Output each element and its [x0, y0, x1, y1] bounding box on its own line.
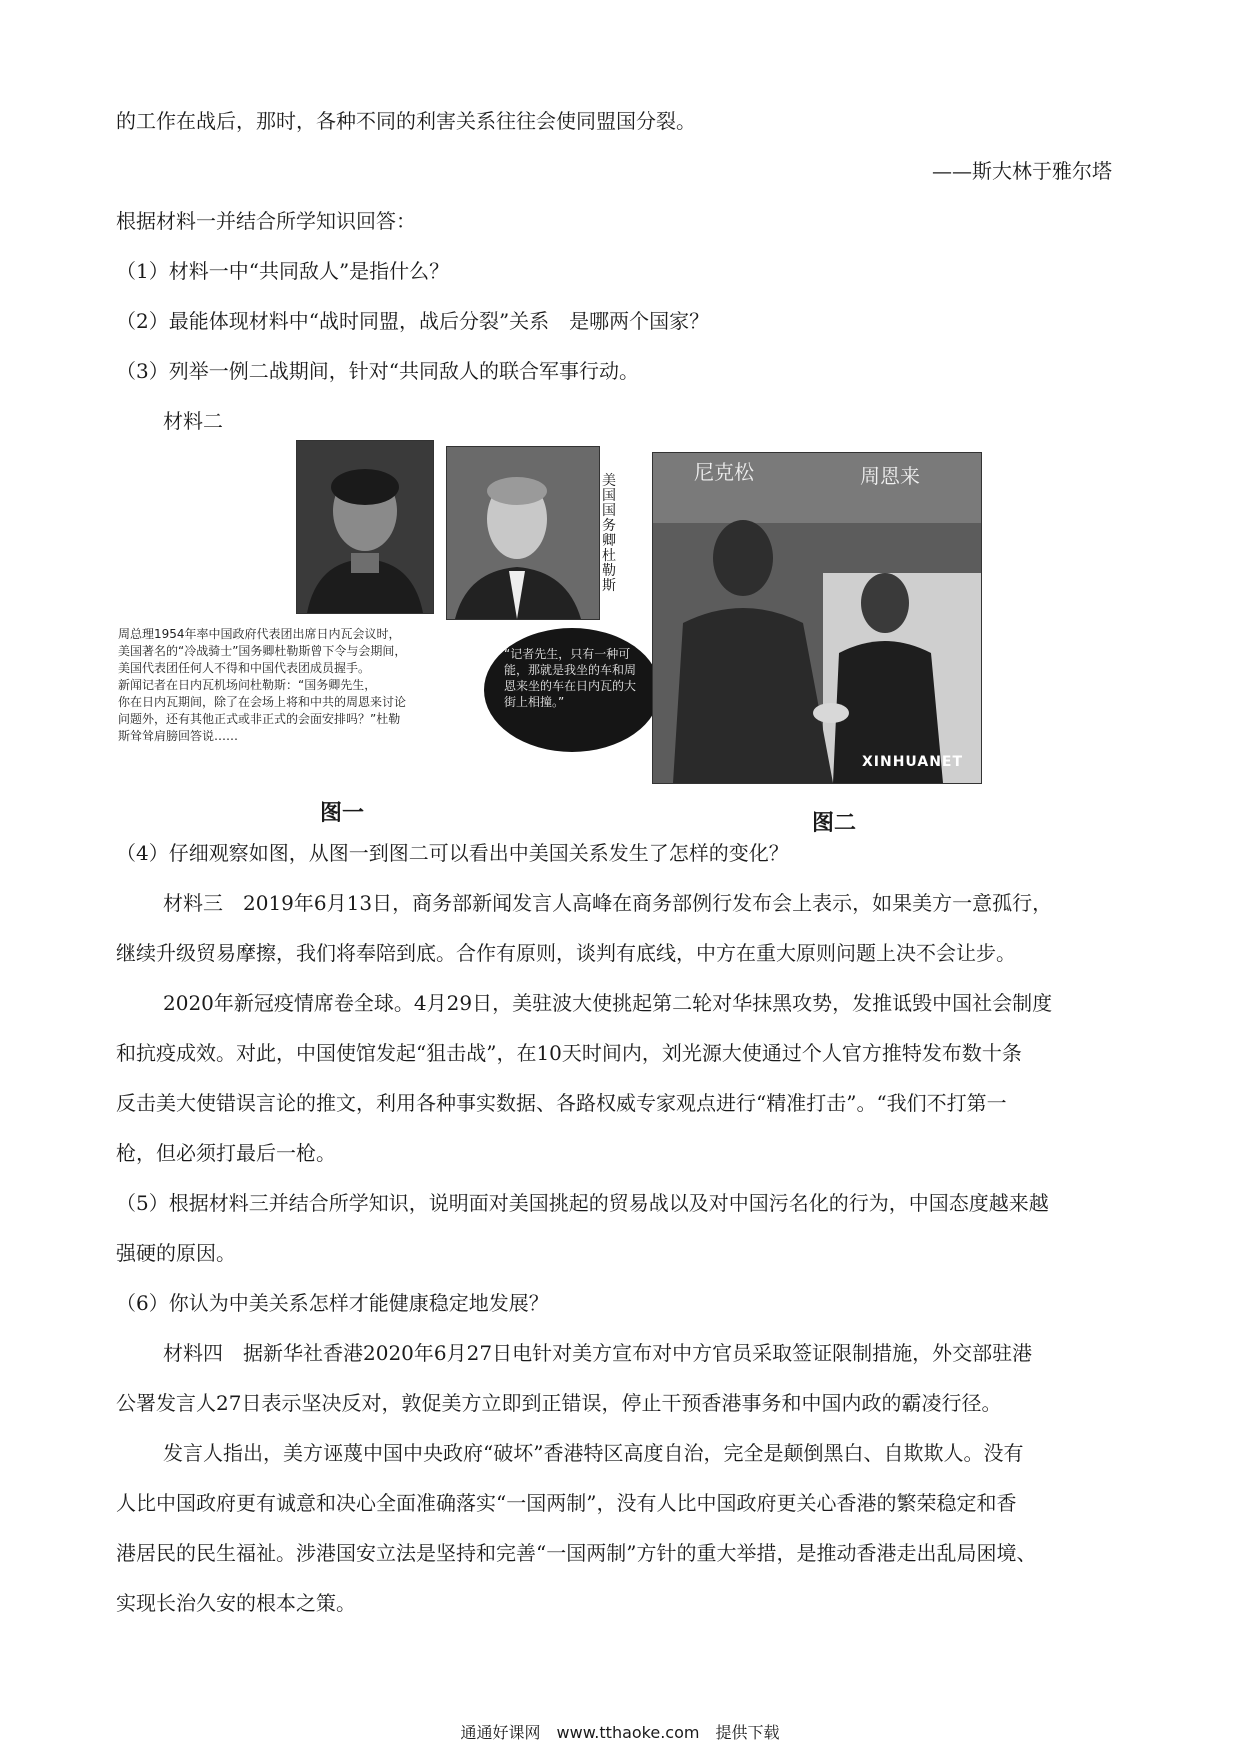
dulles-portrait — [446, 446, 600, 620]
page-footer: 通通好课网 www.tthaoke.com 提供下载 — [460, 1723, 780, 1742]
handshake-photo-icon — [653, 453, 981, 783]
zhou-enlai-portrait — [296, 440, 434, 614]
material-3-line-4: 和抗疫成效。对此，中国使馆发起“狙击战”，在10天时间内，刘光源大使通过个人官方推特发布数十条 — [116, 1041, 1022, 1065]
material-4-line-3: 发言人指出，美方诬蔑中国中央政府“破坏”香港特区高度自治，完全是颠倒黑白、自欺欺人。没有 — [163, 1441, 1024, 1465]
nixon-zhou-handshake-photo — [652, 452, 982, 784]
material-3-line-5: 反击美大使错误言论的推文，利用各种事实数据、各路权威专家观点进行“精准打击”。“我们不打第一 — [116, 1091, 1007, 1115]
question-1: （1）材料一中“共同敌人”是指什么？ — [116, 259, 450, 283]
figure-1-caption: 图一 — [320, 801, 365, 826]
portrait-silhouette-icon — [297, 441, 433, 613]
material-3-line-2: 继续升级贸易摩擦，我们将奉陪到底。合作有原则，谈判有底线，中方在重大原则问题上决不会让步。 — [116, 941, 1016, 965]
material-4-line-2: 公署发言人27日表示坚决反对，敦促美方立即到正错误，停止干预香港事务和中国内政的霸凌行径。 — [116, 1391, 1002, 1415]
question-5-line-2: 强硬的原因。 — [116, 1241, 236, 1265]
material-3-line-1: 材料三 2019年6月13日，商务部新闻发言人高峰在商务部例行发布会上表示，如果美方一意孤行， — [163, 891, 1053, 915]
xinhuanet-watermark: XINHUANET — [862, 754, 964, 770]
material-4-line-6: 实现长治久安的根本之策。 — [116, 1591, 356, 1615]
question-3: （3）列举一例二战期间，针对“共同敌人的联合军事行动。 — [116, 359, 639, 383]
story-line: 你在日内瓦期间，除了在会场上将和中共的周恩来讨论 — [118, 695, 407, 709]
material-3-line-6: 枪，但必须打最后一枪。 — [116, 1141, 336, 1165]
material-2-heading: 材料二 — [163, 409, 223, 433]
figure-2-caption: 图二 — [812, 811, 857, 836]
story-line: 新闻记者在日内瓦机场问杜勒斯：“国务卿先生， — [118, 678, 377, 692]
question-6: （6）你认为中美关系怎样才能健康稳定地发展？ — [116, 1291, 549, 1315]
quote-attribution: ——斯大林于雅尔塔 — [932, 159, 1112, 183]
text-line-1: 的工作在战后，那时，各种不同的利害关系往往会使同盟国分裂。 — [116, 109, 696, 133]
material-4-line-1: 材料四 据新华社香港2020年6月27日电针对美方宣布对中方官员采取签证限制措施，外交部驻港 — [163, 1341, 1033, 1365]
nixon-name-label: 尼克松 — [694, 460, 754, 484]
material-4-line-5: 港居民的民生福祉。涉港国安立法是坚持和完善“一国两制”方针的重大举措，是推动香港走出乱局困境、 — [116, 1541, 1037, 1565]
story-line: 美国代表团任何人不得和中国代表团成员握手。 — [118, 661, 371, 675]
story-line: 斯耸耸肩膀回答说…… — [118, 729, 239, 743]
question-5-line-1: （5）根据材料三并结合所学知识，说明面对美国挑起的贸易战以及对中国污名化的行为，中国态度越来越 — [116, 1191, 1049, 1215]
zhou-name-label: 周恩来 — [860, 464, 920, 488]
figure-1-story-text — [118, 626, 406, 745]
story-line: 问题外，还有其他正式或非正式的会面安排吗？”杜勒 — [118, 712, 401, 726]
story-line: 周总理1954年率中国政府代表团出席日内瓦会议时， — [118, 627, 401, 641]
material-3-line-3: 2020年新冠疫情席卷全球。4月29日，美驻波大使挑起第二轮对华抹黑攻势，发推诋毁中国社会制度 — [163, 991, 1053, 1015]
question-2: （2）最能体现材料中“战时同盟，战后分裂”关系 是哪两个国家？ — [116, 309, 710, 333]
material-4-line-4: 人比中国政府更有诚意和决心全面准确落实“一国两制”，没有人比中国政府更关心香港的繁荣稳定和香 — [116, 1491, 1017, 1515]
question-4: （4）仔细观察如图，从图一到图二可以看出中美国关系发生了怎样的变化？ — [116, 841, 789, 865]
dulles-vertical-label: 美国国务卿杜勒斯 — [602, 473, 616, 594]
instruction-line: 根据材料一并结合所学知识回答： — [116, 209, 416, 233]
dulles-speech-bubble: “记者先生，只有一种可能，那就是我坐的车和周恩来坐的车在日内瓦的大街上相撞。” — [484, 628, 660, 752]
portrait-silhouette-icon — [447, 447, 599, 619]
story-line: 美国著名的“冷战骑士”国务卿杜勒斯曾下令与会期间， — [118, 644, 407, 658]
